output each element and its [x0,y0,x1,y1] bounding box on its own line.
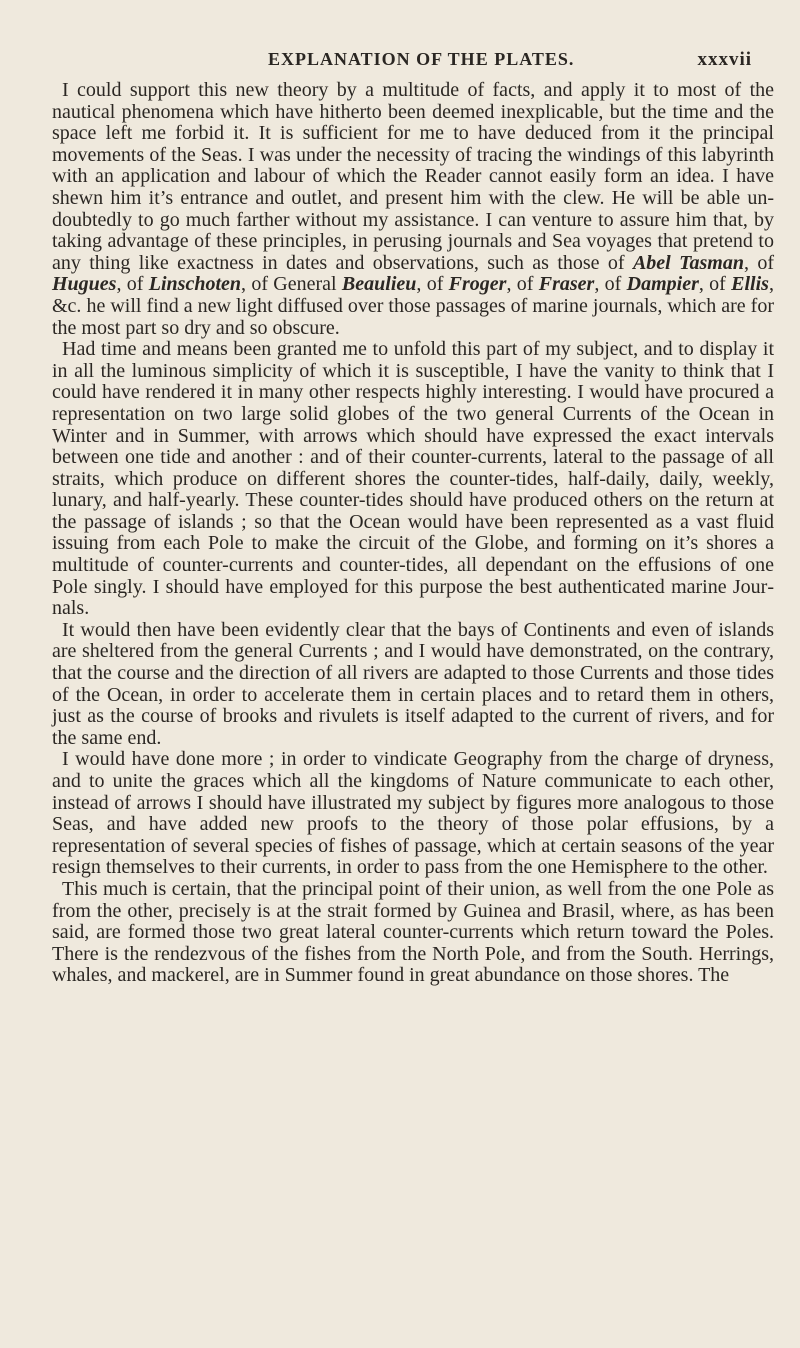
italic-name: Linschoten [148,273,242,296]
text-run: , of General [241,273,342,296]
text-run: It would then have been evidently clear that the bays of Continents and even of islands are sheltered from the general Currents ; and I would have demonstrated, on the contrary, that the course and the direction of all rivers are adapted to those Currents and those tides of the Ocean, in order to accelerate them in certain places and to retard them in others, just as the course of brooks and rivulets is itself adapted to the current of rivers, and for the same end. [52,618,774,749]
text-run: , of [506,273,539,296]
text-run: This much is certain, that the principal point of their union, as well from the one Pole as from the other, precisely is at the strait formed by Guinea and Brasil, where, as has been said, are formed those two great lateral counter-currents which return toward the Poles. There is the rendezvous of the fishes from the North Pole, and from the South. Herrings, whales, and mackerel, are in Summer found in great abundance on those shores. The [52,877,774,987]
running-title: EXPLANATION OF THE PLATES. [268,49,575,69]
page-number: xxxvii [697,49,752,70]
text-run: , of [594,273,627,296]
italic-name: Abel Tasman [632,251,744,274]
italic-name: Dampier [626,273,699,296]
paragraph [52,749,774,879]
text-run: I would have done more ; in order to vindicate Geography from the charge of dryness, and to unite the graces which all the kingdoms of Nature communicate to each other, instead of arrows I should have illustrated my subject by figures more analogous to those Seas, and have added new proofs to the theory of those polar effusions, by a representation of several species of fishes of passage, which at certain seasons of the year resign themselves to their currents, in order to pass from the one Hemisphere to the other. [52,748,774,879]
paragraph [52,620,774,750]
italic-name: Fraser [538,273,595,296]
paragraph [52,879,774,987]
body-text [52,80,774,987]
text-run: Had time and means been granted me to unfold this part of my subject, and to display it in all the luminous simplicity of which it is susceptible, I have the vanity to think that I could have rendered it in many other respects highly interesting. I would have procured a representation on two large solid globes of the two general Currents of the Ocean in Winter and in Summer, with arrows which should have expressed the exact intervals between one tide and another : and of their counter-currents, lateral to the passage of all straits, which produce on different shores the counter-tides, half-daily, daily, weekly, lunary, and half-yearly. These counter-tides should have produced others on the return at the passage of islands ; so that the Ocean would have been represented as a vast fluid issuing from each Pole to make the circuit of the Globe, and forming on it’s shores a multitude of counter-currents and counter-tides, all dependant on the effusions of one Pole singly. I should have employed for this purpose the best authenticated marine Journals. [52,338,774,620]
text-run: , of [416,273,449,296]
italic-name: Froger [448,273,507,296]
italic-name: Hugues [52,273,117,296]
italic-name: Ellis [731,273,769,296]
text-run: , of [698,273,732,296]
text-run: , of [743,251,774,274]
text-run: , of [116,273,149,296]
text-run: I could support this new theory by a multitude of facts, and apply it to most of the nautical phenomena which have hitherto been deemed inexplicable, but the time and the space left me forbid it. It is sufficient for me to have deduced from it the principal movements of the Seas. I was under the necessity of tracing the windings of this labyrinth with an application and labour of which the Reader cannot easily form an idea. I have shewn him it’s entrance and outlet, and present him with the clew. He will be able undoubtedly to go much farther without my assistance. I can venture to assure him that, by taking advantage of these principles, in perusing journals and Sea voyages that pretend to any thing like exactness in dates and observations, such as those of [52,79,774,274]
paragraph [52,80,774,339]
paragraph [52,339,774,620]
italic-name: Beaulieu [341,273,417,296]
text-run: , &c. he will find a new light diffused over those passages of marine journals, which are for the most part so dry and so obscure. [52,273,774,339]
running-head [268,49,752,75]
